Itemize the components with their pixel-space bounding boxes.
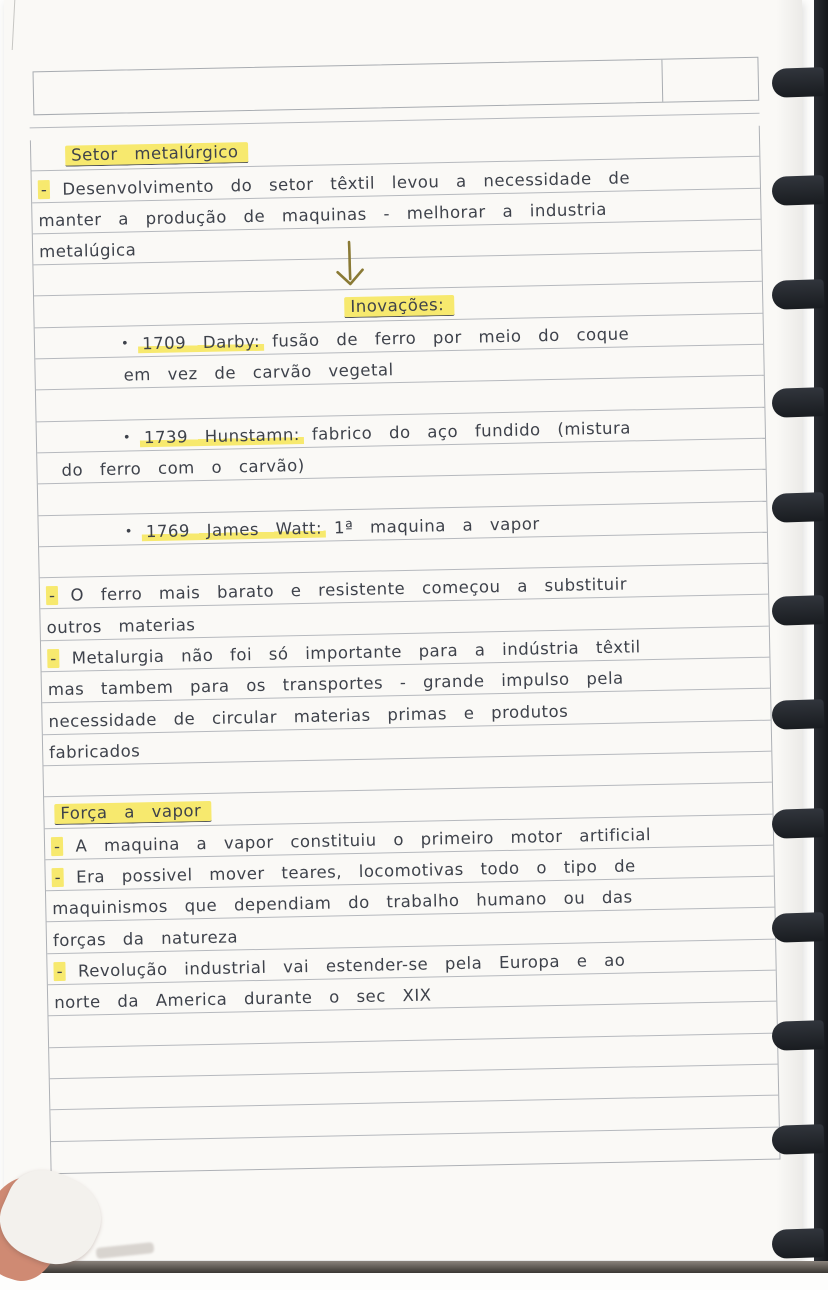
header-box-divider	[661, 60, 663, 102]
note-text: A maquina a vapor constituiu o primeiro motor artificial	[75, 824, 652, 856]
list-marker: -	[46, 586, 59, 605]
note-text: Metalurgia não foi só importante para a indústria têxtil	[71, 637, 641, 668]
note-text: Desenvolvimento do setor têxtil levou a necessidade de	[62, 167, 631, 199]
list-marker: -	[52, 868, 65, 887]
note-text: Revolução industrial vai estender-se pela Europa e ao	[77, 950, 626, 981]
binding-ring	[772, 808, 825, 839]
list-marker: -	[53, 962, 66, 981]
binding-ring	[772, 492, 825, 523]
note-text: necessidade de circular materias primas e produtos	[48, 701, 569, 731]
binding-ring	[772, 912, 825, 943]
binding-ring	[772, 175, 825, 206]
highlighted-text: Setor metalúrgico	[65, 142, 249, 167]
binding-ring	[772, 595, 825, 626]
highlighted-text: Inovações:	[344, 295, 454, 318]
note-text: maquinismos que dependiam do trabalho humano ou das	[52, 887, 633, 919]
ruled-notes-area	[30, 126, 781, 1174]
paper-sheet	[4, 0, 802, 1260]
note-text: fabricados	[48, 741, 141, 763]
header-title-box	[33, 57, 760, 116]
note-text: manter a produção de maquinas - melhorar a industria	[38, 199, 608, 231]
note-text: outros materias	[46, 614, 196, 637]
table-edge-shadow	[0, 1261, 828, 1273]
note-text	[41, 354, 121, 356]
binding-ring	[772, 1228, 825, 1259]
ruled-line	[30, 113, 760, 129]
list-marker: •	[122, 430, 132, 446]
note-text: norte da America durante o sec XIX	[54, 985, 432, 1013]
binding-ring	[772, 67, 825, 98]
note-text: fabrico do aço fundido (mistura	[311, 418, 632, 444]
highlighted-text: Força a vapor	[54, 800, 211, 824]
list-marker: •	[120, 336, 130, 352]
list-marker: •	[124, 524, 134, 540]
binding-ring	[772, 387, 825, 418]
note-text: do ferro com o carvão)	[61, 456, 305, 481]
list-marker: -	[51, 837, 64, 856]
binding-ring	[772, 1124, 825, 1155]
note-text: Era possivel mover teares, locomotivas todo o tipo de	[75, 856, 636, 887]
thumb-holding-page	[0, 1172, 120, 1276]
note-text	[45, 541, 125, 543]
note-text: forças da natureza	[52, 927, 239, 950]
note-text: 1ª maquina a vapor	[333, 514, 540, 538]
note-text: O ferro mais barato e resistente começou a substituir	[70, 574, 628, 606]
highlighted-text: 1739 Hunstamn:	[140, 425, 304, 447]
binding-ring	[772, 279, 825, 310]
down-arrow-icon	[328, 239, 373, 298]
binding-ring	[772, 699, 825, 730]
note-text: metalúgica	[38, 240, 137, 262]
note-text: em vez de carvão vegetal	[123, 360, 394, 385]
highlighted-text: 1709 Darby:	[138, 332, 264, 354]
list-marker: -	[38, 180, 51, 199]
highlighted-text: 1769 James Watt:	[142, 518, 327, 541]
note-text: fusão de ferro por meio do coque	[271, 324, 630, 351]
list-marker: -	[47, 649, 60, 668]
binding-ring	[772, 1020, 825, 1051]
note-text: mas tambem para os transportes - grande impulso pela	[47, 668, 624, 700]
note-text	[43, 448, 123, 450]
